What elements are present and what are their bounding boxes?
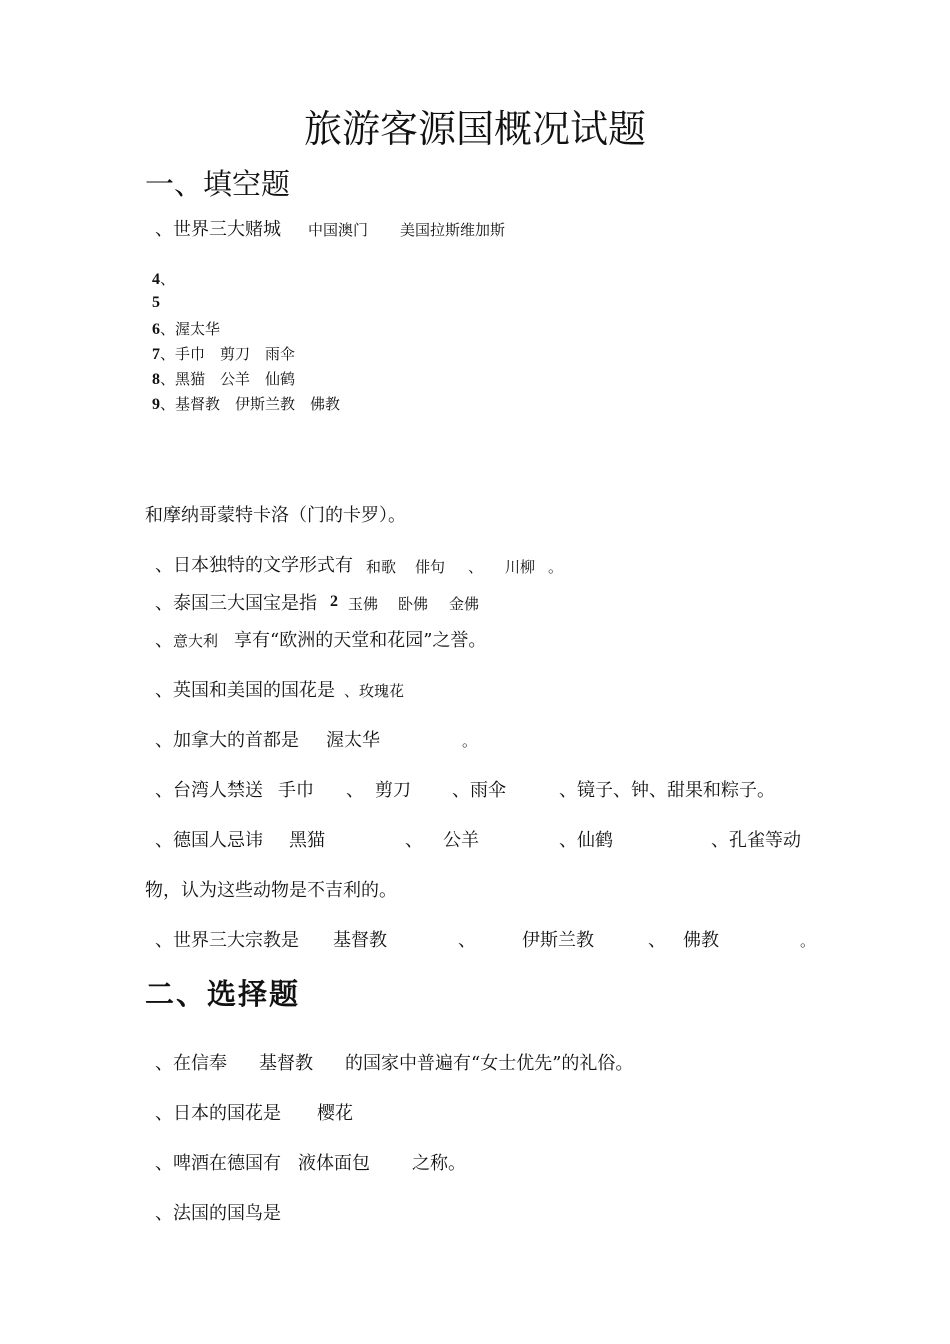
choice-3-answer: 液体面包 bbox=[298, 1153, 370, 1174]
question-3-number: 2 bbox=[330, 593, 338, 610]
question-2-text: 、日本独特的文学形式有 bbox=[155, 555, 353, 576]
choice-2-text: 、日本的国花是 bbox=[155, 1103, 281, 1124]
question-4-prefix: 、 bbox=[155, 630, 173, 651]
question-3-text: 、泰国三大国宝是指 bbox=[155, 593, 317, 614]
question-7-answer-2: 剪刀 bbox=[375, 780, 411, 801]
question-6-text: 、加拿大的首都是 bbox=[155, 730, 299, 751]
answer-text: 、 bbox=[160, 270, 176, 288]
answer-text: 、渥太华 bbox=[160, 320, 221, 338]
question-8-separator: 、 bbox=[405, 830, 423, 851]
answer-text: 、基督教 伊斯兰教 佛教 bbox=[160, 395, 341, 413]
question-5-text: 、英国和美国的国花是 bbox=[155, 680, 335, 701]
choice-3-text: 、啤酒在德国有 bbox=[155, 1153, 281, 1174]
answer-number: 6 bbox=[152, 321, 160, 338]
section-heading-choice: 二、选择题 bbox=[145, 977, 301, 1011]
answer-text: 、手巾 剪刀 雨伞 bbox=[160, 345, 296, 363]
section-heading-fill-blank: 一、填空题 bbox=[145, 167, 291, 201]
answer-line-9 bbox=[152, 393, 340, 414]
question-1-answer-2: 美国拉斯维加斯 bbox=[400, 221, 506, 239]
answer-number: 4 bbox=[152, 271, 160, 288]
page-title: 旅游客源国概况试题 bbox=[303, 107, 646, 151]
question-1-continuation: 和摩纳哥蒙特卡洛（门的卡罗）。 bbox=[145, 505, 406, 526]
question-8-text: 、德国人忌讳 bbox=[155, 830, 263, 851]
question-8-answer-2: 公羊 bbox=[443, 830, 479, 851]
choice-4-text: 、法国的国鸟是 bbox=[155, 1203, 281, 1224]
choice-2-answer: 樱花 bbox=[317, 1103, 353, 1124]
question-2-answer-2: 俳句 bbox=[415, 558, 446, 576]
question-6-answer: 渥太华 bbox=[326, 730, 380, 751]
answer-number: 7 bbox=[152, 346, 160, 363]
question-7-answer-1: 手巾 bbox=[278, 780, 314, 801]
answer-line-8 bbox=[152, 368, 295, 389]
question-9-answer-3: 佛教 bbox=[683, 930, 719, 951]
choice-1-answer: 基督教 bbox=[259, 1053, 313, 1074]
question-9-answer-2: 伊斯兰教 bbox=[522, 930, 594, 951]
question-9-end: 。 bbox=[800, 932, 816, 950]
choice-1-text: 、在信奉 bbox=[155, 1053, 227, 1074]
answer-line-5 bbox=[152, 293, 160, 312]
answer-line-7 bbox=[152, 343, 295, 364]
answer-text: 、黑猫 公羊 仙鹤 bbox=[160, 370, 296, 388]
question-1-text: 、世界三大赌城 bbox=[155, 219, 281, 240]
question-2-separator: 、 bbox=[468, 558, 484, 576]
question-3-answer-1: 玉佛 bbox=[348, 595, 379, 613]
question-2-answer-3: 川柳 bbox=[505, 558, 536, 576]
question-8-continuation: 物，认为这些动物是不吉利的。 bbox=[145, 880, 397, 901]
question-9-text: 、世界三大宗教是 bbox=[155, 930, 299, 951]
question-3-answer-3: 金佛 bbox=[449, 595, 480, 613]
answer-line-6 bbox=[152, 318, 220, 339]
question-9-separator-1: 、 bbox=[458, 930, 476, 951]
question-1-answer-1: 中国澳门 bbox=[308, 221, 369, 239]
question-8-answer-3: 、仙鹤 bbox=[559, 830, 613, 851]
question-4-answer: 意大利 bbox=[173, 632, 219, 650]
question-7-answer-3: 、雨伞 bbox=[452, 780, 506, 801]
question-7-separator: 、 bbox=[346, 780, 364, 801]
choice-3-rest: 之称。 bbox=[412, 1153, 466, 1174]
question-2-answer-1: 和歌 bbox=[366, 558, 397, 576]
question-9-separator-2: 、 bbox=[648, 930, 666, 951]
question-4-text: 享有“欧洲的天堂和花园”之誉。 bbox=[234, 630, 487, 651]
question-2-end: 。 bbox=[548, 558, 564, 576]
answer-number: 9 bbox=[152, 396, 160, 413]
question-7-text: 、台湾人禁送 bbox=[155, 780, 263, 801]
choice-1-rest: 的国家中普遍有“女士优先”的礼俗。 bbox=[345, 1053, 634, 1074]
answer-line-4 bbox=[152, 268, 175, 289]
answer-number: 8 bbox=[152, 371, 160, 388]
question-9-answer-1: 基督教 bbox=[333, 930, 387, 951]
question-7-rest: 、镜子、钟、甜果和粽子。 bbox=[559, 780, 775, 801]
question-8-rest: 、孔雀等动 bbox=[711, 830, 801, 851]
question-5-answer: 、玫瑰花 bbox=[344, 682, 405, 700]
question-8-answer-1: 黑猫 bbox=[289, 830, 325, 851]
answer-number: 5 bbox=[152, 294, 160, 311]
question-3-answer-2: 卧佛 bbox=[398, 595, 429, 613]
question-6-end: 。 bbox=[462, 732, 478, 750]
